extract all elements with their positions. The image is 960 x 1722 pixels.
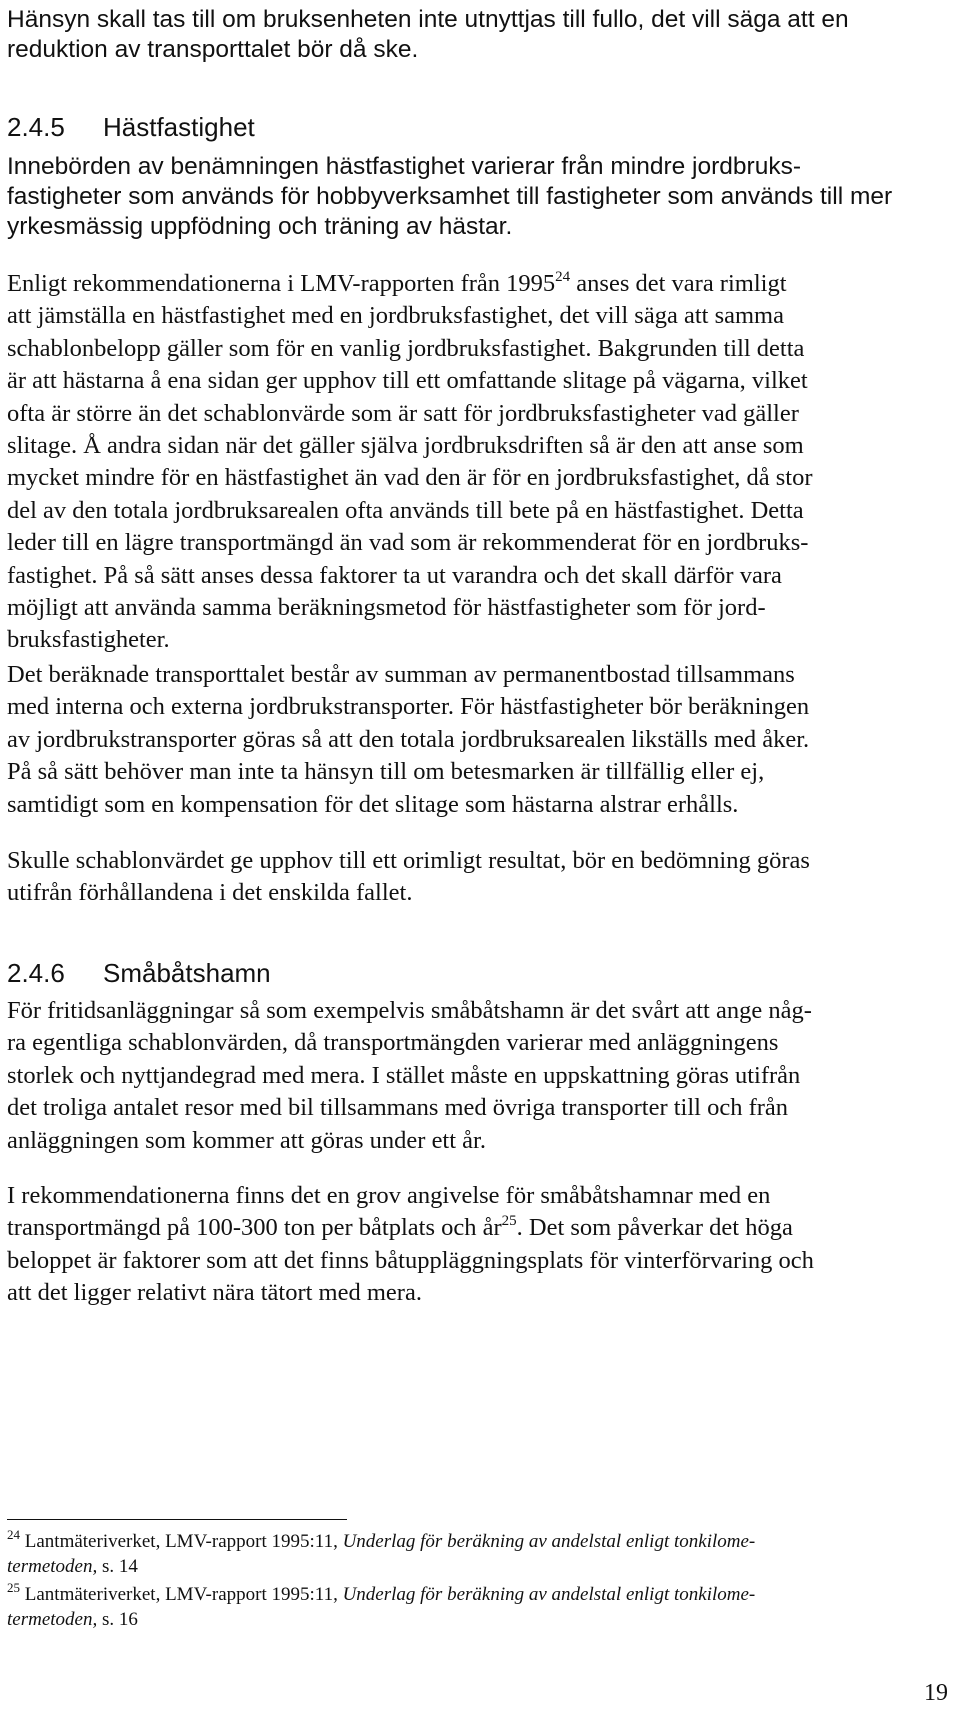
footnote-ref-25[interactable]: 25 [501,1213,517,1230]
page-number: 19 [924,1680,948,1706]
paragraph-schablon-assessment: Skulle schablonvärdet ge upphov till ett orimligt resultat, bör en bedömning göras utifrån förhållandena i det enskilda fallet. [7,847,810,907]
section-number: 2.4.6 [7,958,65,988]
paragraph-intro-reduction: Hänsyn skall tas till om bruksenheten inte utnyttjas till fullo, det vill säga att en reduktion av transporttalet bör då ske. [7,6,849,63]
footnote-25: $^{25}$ Lantmäteriverket, LMV-rapport 1995:11, Underlag för beräkning av andelstal enligt tonkilome- termetoden, s. 16 [7,1579,756,1630]
footnote-mark: 25 [7,1579,20,1595]
section-title: Hästfastighet [103,112,255,142]
footnote-24: $^{24}$ Lantmäteriverket, LMV-rapport 1995:11, Underlag för beräkning av andelstal enligt tonkilome- termetoden, s. 14 [7,1526,756,1577]
paragraph-lmv-recommendation: Enligt rekommendationerna i LMV-rapporten från 1995$^{24}$ anses det vara rimligt att jämställa en hästfastighet med en jordbruksfastighet, det vill säga att samma schablonbelopp gäller som för en vanlig jordbruksfastighet. Bakgrunden till detta är att hästarna å ena sidan ger upphov till ett omfattande slitage på vägarna, vilket ofta är större än det schablonvärde som är satt för jordbruksfastigheter vad gäller slitage. Å andra sidan när det gäller själva jordbruksdriften så är den att anse som mycket mindre för en hästfastighet än vad den är för en jordbruksfastighet, då stor del av den totala jordbruksarealen ofta används till bete på en hästfastighet. Detta leder till en lägre transportmängd än vad som är rekommenderat för en jordbruks- fastighet. På så sätt anses dessa faktorer ta ut varandra och det skall därför vara möjligt att använda samma beräkningsmetod för hästfastigheter som för jord- bruksfastigheter. [7,268,813,654]
section-heading-hastfastighet [7,111,943,143]
section-title: Småbåtshamn [103,958,271,988]
footnote-divider [7,1519,347,1520]
paragraph-transport-calculation: Det beräknade transporttalet består av summan av permanentbostad tillsammans med interna och externa jordbrukstransporter. För hästfastigheter bör beräkningen av jordbrukstransporter göras så att den totala jordbruksarealen likställs med åker. På så sätt behöver man inte ta hänsyn till om betesmarken är tillfällig eller ej, samtidigt som en kompensation för det slitage som hästarna alstrar erhålls. [7,661,810,818]
footnote-ref-24[interactable]: 24 [555,268,571,285]
paragraph-fritidsanlaggningar: För fritidsanläggningar så som exempelvis småbåtshamn är det svårt att ange någ- ra egentliga schablonvärden, då transportmängden varierar med anläggningens storlek och nyttjandegrad med mera. I stället måste en uppskattning göras utifrån det troliga antalet resor med bil tillsammans med övriga transporter till och från anläggningen som kommer att göras under ett år. [7,997,812,1154]
section-heading-smabatshamn [7,957,943,989]
paragraph-hastfastighet-definition: Innebörden av benämningen hästfastighet varierar från mindre jordbruks- fastigheter som används för hobbyverksamhet till fastigheter som används till mer yrkesmässig uppfödning och träning av hästar. [7,153,893,240]
footnote-mark: 24 [7,1526,20,1542]
section-number: 2.4.5 [7,112,65,142]
paragraph-smabatshamn-recommendation: I rekommendationerna finns det en grov angivelse för småbåtshamnar med en transportmängd på 100-300 ton per båtplats och $år^{25}$. Det som påverkar det höga beloppet är faktorer som att det finns båtuppläggningsplats för vinterförvaring och att det ligger relativt nära tätort med mera. [7,1182,814,1307]
